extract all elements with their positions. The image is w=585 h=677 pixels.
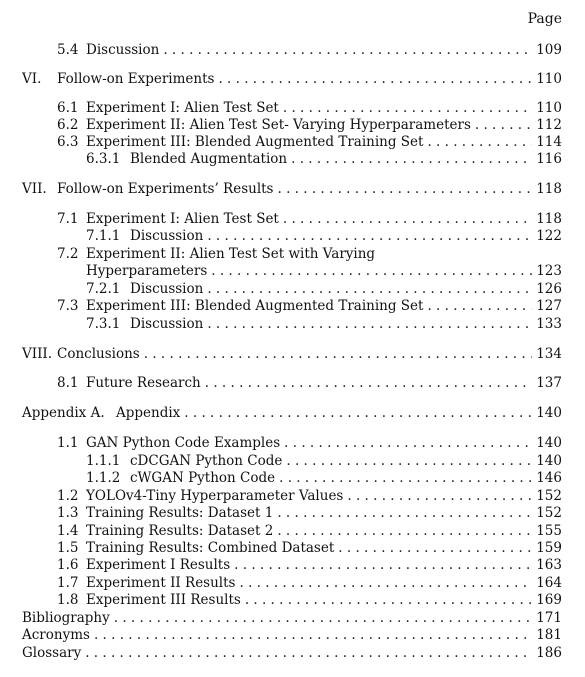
toc-title-continuation: Hyperparameters	[86, 263, 208, 279]
toc-entry[interactable]	[57, 210, 562, 228]
toc-entry[interactable]	[57, 487, 562, 505]
toc-page-number: 164	[536, 575, 562, 591]
toc-title: cWGAN Python Code	[130, 470, 276, 486]
toc-page-number: 109	[536, 42, 562, 58]
toc-subentry[interactable]	[86, 227, 562, 245]
dot-leader	[207, 280, 532, 298]
toc-number: 6.2	[57, 117, 79, 133]
toc-title: Follow-on Experiments’ Results	[57, 181, 274, 197]
toc-title: Discussion	[130, 316, 204, 332]
toc-entry[interactable]	[57, 99, 562, 117]
toc-page-number: 155	[536, 523, 562, 539]
dot-leader	[144, 345, 532, 363]
toc-page-number: 169	[536, 592, 562, 608]
toc-title: Blended Augmentation	[130, 151, 288, 167]
toc-page-number: 118	[536, 181, 562, 197]
toc-entry-continuation[interactable]	[86, 262, 562, 280]
toc-number: 6.3.1	[86, 151, 121, 167]
toc-number: 1.2	[57, 488, 79, 504]
toc-number: 7.1.1	[86, 228, 121, 244]
toc-number: VII.	[22, 181, 47, 197]
toc-subentry[interactable]	[86, 469, 562, 487]
toc-page-number: 123	[536, 263, 562, 279]
toc-page-number: 122	[536, 228, 562, 244]
toc-number: 1.7	[57, 575, 79, 591]
toc-number: 7.1	[57, 211, 79, 227]
toc-entry[interactable]	[57, 504, 562, 522]
dot-leader	[277, 522, 532, 540]
toc-page-number: 127	[536, 298, 562, 314]
dot-leader	[234, 556, 532, 574]
dot-leader	[283, 210, 532, 228]
toc-title: Training Results: Dataset 2	[86, 523, 274, 539]
toc-entry[interactable]	[57, 297, 562, 315]
toc-title: Acronyms	[22, 627, 90, 643]
toc-title: Conclusions	[57, 346, 140, 362]
dot-leader	[184, 404, 532, 422]
toc-chapter[interactable]	[22, 180, 562, 198]
toc-backmatter[interactable]	[22, 609, 562, 627]
toc-title: GAN Python Code Examples	[86, 435, 281, 451]
toc-number: VIII.	[22, 346, 53, 362]
toc-entry[interactable]	[57, 556, 562, 574]
toc-page-number: 140	[536, 453, 562, 469]
toc-title: Experiment II: Alien Test Set- Varying Hyperparameters	[86, 117, 471, 133]
dot-leader	[278, 180, 533, 198]
toc-title: YOLOv4-Tiny Hyperparameter Values	[86, 488, 344, 504]
dot-leader	[218, 70, 532, 88]
toc-title: Experiment II Results	[86, 575, 236, 591]
toc-number: 6.1	[57, 100, 79, 116]
toc-page-number: 133	[536, 316, 562, 332]
toc-title: Experiment I Results	[86, 557, 231, 573]
toc-number: 5.4	[57, 42, 79, 58]
toc-page-number: 171	[536, 610, 562, 626]
toc-chapter[interactable]	[22, 345, 562, 363]
toc-number: 8.1	[57, 375, 79, 391]
toc-chapter[interactable]	[22, 70, 562, 88]
toc-chapter[interactable]	[22, 404, 562, 422]
toc-title: Experiment III: Blended Augmented Training Set	[86, 298, 424, 314]
toc-page-number: 163	[536, 557, 562, 573]
toc-page-number: 146	[536, 470, 562, 486]
toc-entry[interactable]	[57, 374, 562, 392]
toc-number: 1.5	[57, 540, 79, 556]
toc-page-number: 186	[536, 645, 562, 661]
toc-title: cDCGAN Python Code	[130, 453, 283, 469]
toc-title: Discussion	[130, 228, 204, 244]
toc-number: Appendix A.	[22, 405, 105, 421]
toc-number: 7.2.1	[86, 281, 121, 297]
toc-page-number: 110	[536, 71, 562, 87]
toc-title: Appendix	[116, 405, 181, 421]
dot-leader	[207, 315, 532, 333]
toc-number: 1.1.2	[86, 470, 121, 486]
toc-entry[interactable]	[57, 522, 562, 540]
dot-leader	[427, 297, 532, 315]
toc-title: Experiment III Results	[86, 592, 241, 608]
dot-leader	[114, 609, 532, 627]
toc-title: Glossary	[22, 645, 82, 661]
toc-number: 1.8	[57, 592, 79, 608]
dot-leader	[211, 262, 532, 280]
dot-leader	[284, 434, 532, 452]
toc-number: 1.6	[57, 557, 79, 573]
toc-number: 1.4	[57, 523, 79, 539]
toc-entry[interactable]	[57, 574, 562, 592]
dot-leader	[277, 504, 532, 522]
dot-leader	[245, 591, 532, 609]
toc-page-number: 112	[536, 117, 562, 133]
toc-number: 1.1.1	[86, 453, 121, 469]
toc-page-number: 140	[536, 435, 562, 451]
toc-entry-first-line[interactable]	[57, 245, 375, 263]
dot-leader	[475, 116, 532, 134]
toc-title: Discussion	[86, 42, 160, 58]
toc-number: VI.	[22, 71, 42, 87]
toc-title: Experiment I: Alien Test Set	[86, 100, 279, 116]
toc-entry[interactable]	[57, 41, 562, 59]
dot-leader	[85, 644, 532, 662]
toc-subentry[interactable]	[86, 315, 562, 333]
toc-title: Training Results: Dataset 1	[86, 505, 274, 521]
toc-title: Training Results: Combined Dataset	[86, 540, 335, 556]
toc-number: 7.3	[57, 298, 79, 314]
dot-leader	[427, 133, 532, 151]
dot-leader	[347, 487, 532, 505]
toc-subentry[interactable]	[86, 150, 562, 168]
page-label: Page	[527, 11, 562, 27]
toc-page-number: 116	[536, 151, 562, 167]
toc-entry[interactable]	[57, 434, 562, 452]
toc-page-number: 134	[536, 346, 562, 362]
toc-page-number: 137	[536, 375, 562, 391]
toc-page-number: 181	[536, 627, 562, 643]
toc-number: 1.1	[57, 435, 79, 451]
toc-subentry[interactable]	[86, 280, 562, 298]
toc-page-number: 140	[536, 405, 562, 421]
toc-number: 6.3	[57, 134, 79, 150]
dot-leader	[207, 227, 532, 245]
dot-leader	[205, 374, 532, 392]
toc-entry[interactable]	[57, 539, 562, 557]
dot-leader	[239, 574, 532, 592]
dot-leader	[338, 539, 532, 557]
toc-title: Experiment III: Blended Augmented Training Set	[86, 134, 424, 150]
toc-page-number: 152	[536, 505, 562, 521]
toc-entry[interactable]	[57, 116, 562, 134]
toc-backmatter[interactable]	[22, 644, 562, 662]
toc-title: Experiment I: Alien Test Set	[86, 211, 279, 227]
dot-leader	[291, 150, 532, 168]
toc-title: Experiment II: Alien Test Set with Varying	[86, 246, 376, 262]
toc-number: 7.2	[57, 246, 79, 262]
toc-entry[interactable]	[57, 133, 562, 151]
toc-page-number: 118	[536, 211, 562, 227]
toc-title: Follow-on Experiments	[57, 71, 215, 87]
dot-leader	[94, 626, 532, 644]
toc-title: Bibliography	[22, 610, 110, 626]
toc-page-number: 114	[536, 134, 562, 150]
toc-number: 7.3.1	[86, 316, 121, 332]
toc-entry[interactable]	[57, 591, 562, 609]
toc-page-number: 159	[536, 540, 562, 556]
dot-leader	[286, 452, 532, 470]
dot-leader	[163, 41, 532, 59]
toc-title: Future Research	[86, 375, 201, 391]
toc-subentry[interactable]	[86, 452, 562, 470]
toc-number: 1.3	[57, 505, 79, 521]
toc-page-number: 152	[536, 488, 562, 504]
dot-leader	[279, 469, 532, 487]
toc-page-number: 110	[536, 100, 562, 116]
toc-backmatter[interactable]	[22, 626, 562, 644]
toc-title: Discussion	[130, 281, 204, 297]
dot-leader	[283, 99, 532, 117]
toc-page-number: 126	[536, 281, 562, 297]
